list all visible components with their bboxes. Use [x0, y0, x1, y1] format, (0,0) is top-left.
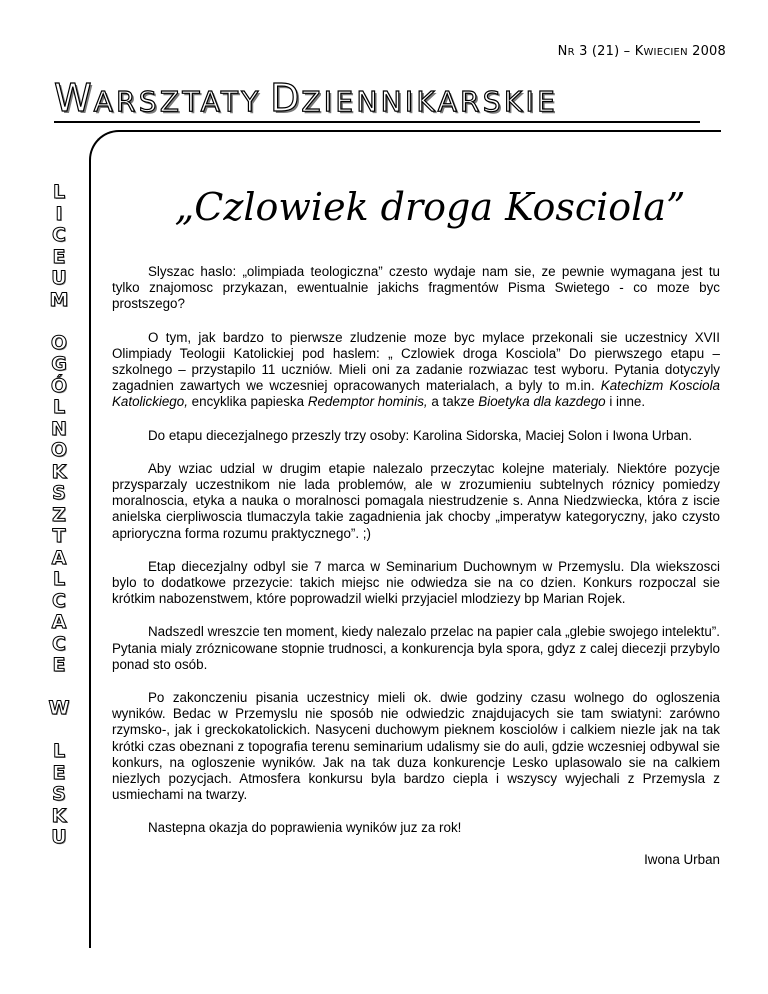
vertical-letter: K [51, 460, 67, 483]
masthead-w1-first: W [54, 76, 94, 120]
vertical-letter: E [52, 654, 66, 676]
masthead-w1-rest: ARSZTATY [93, 85, 262, 118]
vertical-letter: C [52, 224, 66, 246]
vertical-letter: G [51, 353, 67, 375]
issue-info [558, 44, 726, 59]
vertical-letter: C [52, 589, 66, 612]
article-body [112, 264, 720, 885]
vertical-letter: M [49, 288, 69, 311]
paragraph-6: Nadszedl wreszcie ten moment, kiedy nalezalo przelac na papier cala „glebie swojego intelektu”. Pytania mialy zróznicowane stopnie trudnosci, a konkurencja byla spora, gdyz z calej diecezji przybylo ponad sto osób. [112, 624, 720, 672]
paragraph-2-d: i inne. [609, 394, 646, 410]
vertical-letter: O [50, 331, 68, 354]
title-katechizm: Katechizm Kosciola Katolickiego, [112, 378, 720, 410]
vertical-letter: S [52, 482, 66, 504]
vertical-letter: E [52, 245, 66, 268]
issue-nr-small: R [567, 47, 575, 58]
masthead-w2-rest: ZIENNIKARSKIE [301, 85, 559, 118]
paragraph-5: Etap diecezjalny odbyl sie 7 marca w Seminarium Duchownym w Przemyslu. Dla wiekszosci bylo to dodatkowe przezycie: takich miejsc nie odwiedza sie na co dzien. Konkurs rozpoczal sie krótkim nabozenstwem, które poprowadzil wielki przyjaciel mlodziezy bp Marian Rojek. [112, 558, 720, 607]
issue-month-first: K [634, 44, 644, 59]
issue-nr: N [557, 44, 568, 59]
title-redemptor-hominis: Redemptor hominis, [307, 394, 428, 410]
vertical-letter: Z [52, 503, 66, 526]
vertical-letter: L [52, 396, 66, 418]
vertical-letter: U [51, 826, 67, 848]
paragraph-7: Po zakonczeniu pisania uczestnicy mieli ok. dwie godziny czasu wolnego do ogloszenia wyników. Bedac w Przemyslu nie sposób nie odwiedzic znajdujacych sie tam swiatyni: zarówno rzymsko-, jak i greckokatolickich. Nasyceni duchowym pieknem kosciolów i calkiem niezle jak na tak krótki czas obeznani z topografia terenu seminarium udalismy sie do auli, gdzie wczesniej odbywal sie konkurs, na ogloszenie wyników. Jak na tak duza konkurencje Lesko uplasowalo sie na calkiem niezlych pozycjach. Atmosfera konkursu byla bardzo ciepla i wszyscy wyjechali z Przemysla z usmiechami na twarzy. [112, 690, 720, 803]
paragraph-2 [112, 330, 720, 411]
vertical-letter: S [52, 783, 66, 805]
author-signature: Iwona Urban [644, 851, 720, 867]
paragraph-8: Nastepna okazja do poprawienia wyników juz za rok! [148, 820, 462, 836]
issue-year: 2008 [692, 44, 726, 59]
vertical-letter: T [52, 525, 66, 547]
masthead [54, 76, 700, 126]
vertical-letter: E [52, 761, 66, 784]
paragraph-2-a: O tym, jak bardzo to pierwsze zludzenie moze byc mylace przekonali sie uczestnicy XVII Olimpiady Teologii Katolickiej pod haslem: „ Czlowiek droga Kosciola” Do pierwszego etapu – szkolnego – przystapilo 11 uczniów. Mieli oni za zadanie rozwiazac test wyboru. Pytania dotyczyly zagadnien zawartych we wczesniej opracowanych materialach, a byly to m.in. [112, 329, 720, 394]
vertical-letter: A [51, 611, 67, 633]
masthead-title [54, 76, 558, 120]
masthead-rule [54, 121, 700, 123]
vertical-letter: L [52, 568, 66, 590]
vertical-letter: L [52, 740, 66, 762]
paragraph-2-c: a takze [431, 394, 475, 410]
vertical-letter: L [52, 181, 66, 203]
article-headline: „Czlowiek droga Kosciola” [174, 185, 686, 229]
title-bioetyka: Bioetyka dla kazdego [478, 394, 606, 410]
vertical-letter: K [51, 804, 67, 827]
paragraph-4: Aby wziac udzial w drugim etapie nalezalo przeczytac kolejne materialy. Niektóre pozycje przysparzaly uczestnikom nie lada problemów, ale w zrozumieniu subtelnych róznicy pomiedzy moralnoscia, etyka a nauka o moralnosci pomagala niestrudzenie s. Anna Niedzwiecka, która z iscie anielska cierpliwoscia tlumaczyla takie zagadnienia jak chocby „imperatyw kategoryczny, jako czysto aprioryczna forma rozumu praktycznego”. ;) [112, 460, 720, 541]
vertical-letter: C [52, 632, 66, 655]
issue-month-rest: WIECIEN [643, 47, 688, 58]
paragraph-2-b: encyklika papieska [191, 394, 305, 410]
vertical-letter: N [51, 417, 67, 440]
vertical-gap [48, 720, 70, 742]
issue-number: 3 (21) – [579, 44, 631, 59]
vertical-letter: I [55, 202, 63, 225]
vertical-gap [48, 311, 70, 333]
paragraph-3: Do etapu diecezjalnego przeszly trzy osoby: Karolina Sidorska, Maciej Solon i Iwona Urban. [148, 427, 693, 443]
paragraph-1: Slyszac haslo: „olimpiada teologiczna” czesto wydaje nam sie, ze pewnie wymagana jest tu tylko znajomosc przykazan, ewentualnie jakichs fragmentów Pisma Swietego - co moze byc prostszego? [112, 264, 720, 312]
vertical-school-name [48, 182, 78, 849]
vertical-letter: A [51, 546, 67, 569]
masthead-w2-first: D [270, 76, 302, 120]
vertical-letter: Ó [50, 374, 68, 397]
vertical-letter: W [48, 697, 70, 719]
vertical-gap [48, 677, 70, 699]
vertical-letter: U [51, 267, 67, 289]
vertical-letter: O [50, 439, 68, 461]
